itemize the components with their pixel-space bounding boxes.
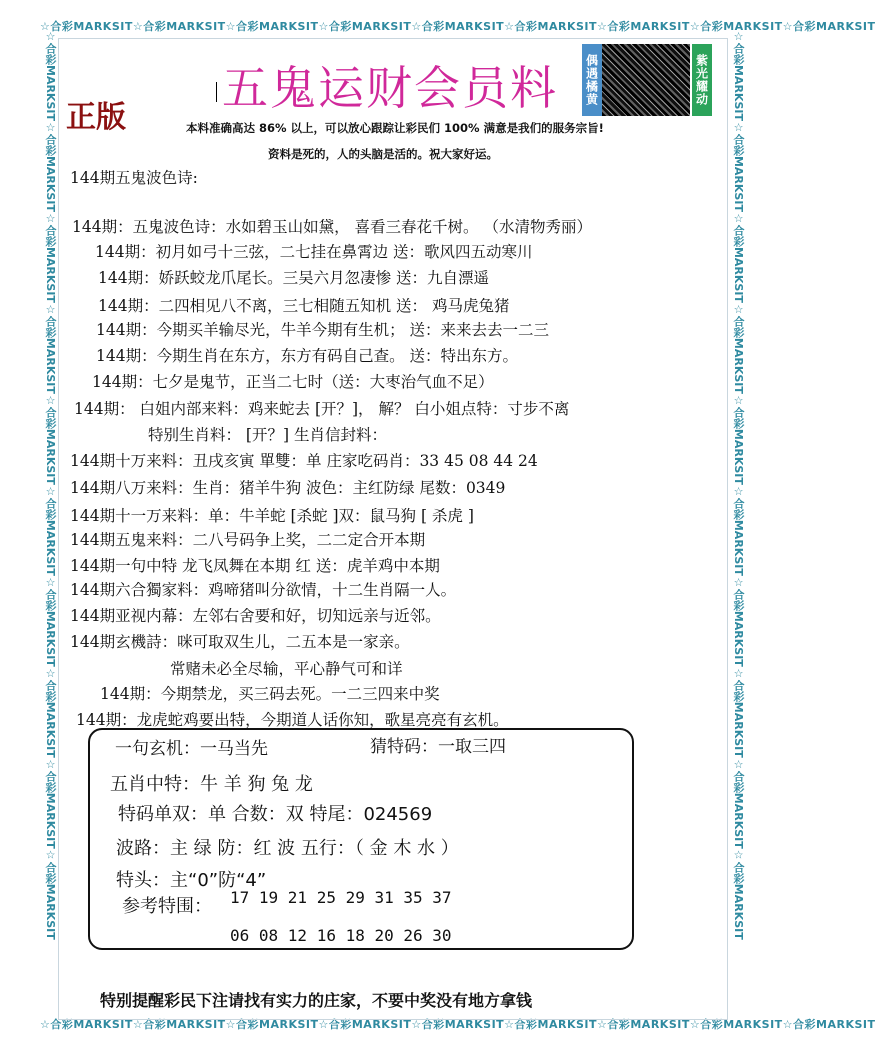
page-title: 五鬼运财会员料	[222, 61, 558, 115]
text-line-18: 144期玄機詩：咪可取双生儿，二五本是一家亲。	[70, 633, 410, 651]
watermark-border-bottom: ☆合彩MARKSIT☆合彩MARKSIT☆合彩MARKSIT☆合彩MARKSIT☆合彩MARKSIT☆合彩MARKSIT☆合彩MARKSIT☆合彩MARKSIT☆合彩MARKSIT	[40, 1018, 876, 1031]
text-line-01: 144期五鬼波色诗:	[70, 169, 198, 187]
text-line-07: 144期：今期生肖在东方，东方有码自己查。 送：特出东方。	[96, 347, 519, 365]
box-yiju: 一句玄机：一马当先	[115, 739, 268, 759]
box-wuxiao: 五肖中特：牛 羊 狗 兔 龙	[110, 774, 313, 795]
watermark-border-top: ☆合彩MARKSIT☆合彩MARKSIT☆合彩MARKSIT☆合彩MARKSIT☆合彩MARKSIT☆合彩MARKSIT☆合彩MARKSIT☆合彩MARKSIT☆合彩MARKSIT	[40, 20, 876, 33]
text-line-15: 144期一句中特 龙飞凤舞在本期 红 送：虎羊鸡中本期	[70, 557, 440, 575]
text-line-14: 144期五鬼来料：二八号码争上奖，二二定合开本期	[70, 531, 426, 549]
watermark-border-right: ☆合彩MARKSIT☆合彩MARKSIT☆合彩MARKSIT☆合彩MARKSIT☆合彩MARKSIT☆合彩MARKSIT☆合彩MARKSIT☆合彩MARKSIT☆合彩MARKSIT☆合彩MARKSIT	[732, 30, 745, 940]
box-danshuang: 特码单双：单 合数：双 特尾：024569	[118, 804, 433, 825]
genuine-label: 正版	[66, 100, 126, 135]
text-line-06: 144期：今期买羊输尽光，牛羊今期有生机； 送：来来去去一二三	[96, 321, 550, 339]
tagline-luck: 资料是死的，人的头脑是活的。祝大家好运。	[268, 147, 498, 161]
tagline-accuracy: 本料准确高达 86% 以上，可以放心跟踪让彩民们 100% 满意是我们的服务宗旨!	[186, 121, 604, 135]
qr-code-icon	[602, 44, 690, 116]
text-line-12: 144期八万来料：生肖：猪羊牛狗 波色：主红防绿 尾数：0349	[70, 479, 506, 497]
text-line-19: 常赌未必全尽输，平心静气可和详	[170, 660, 403, 678]
text-line-11: 144期十万来料：丑戌亥寅 單雙：单 庄家吃码肖：33 45 08 44 24	[70, 452, 538, 470]
watermark-border-left: ☆合彩MARKSIT☆合彩MARKSIT☆合彩MARKSIT☆合彩MARKSIT☆合彩MARKSIT☆合彩MARKSIT☆合彩MARKSIT☆合彩MARKSIT☆合彩MARKSIT☆合彩MARKSIT	[44, 30, 57, 940]
text-line-08: 144期：七夕是鬼节，正当二七时（送：大枣治气血不足）	[92, 373, 494, 391]
text-line-03: 144期：初月如弓十三弦，二七挂在鼻霄边 送：歌风四五动寒川	[95, 243, 533, 261]
box-tetou: 特头：主“0”防“4”	[116, 870, 267, 891]
text-line-21: 144期：龙虎蛇鸡要出特，今期道人话你知，歌星亮亮有玄机。	[76, 711, 509, 729]
text-line-17: 144期亚视内幕：左邻右舍要和好，切知远亲与近邻。	[70, 607, 441, 625]
text-line-04: 144期：娇跃蛟龙爪尾长。三吴六月忽凄惨 送：九自漂遥	[98, 269, 490, 287]
box-cankao-row2: 06 08 12 16 18 20 26 30	[230, 926, 452, 945]
text-line-20: 144期：今期禁龙，买三码去死。一二三四来中奖	[100, 685, 440, 703]
text-line-05: 144期：二四相见八不离，三七相随五知机 送： 鸡马虎兔猪	[98, 297, 510, 315]
box-bolu: 波路：主 绿 防：红 波 五行：（ 金 木 水 ）	[116, 838, 459, 859]
box-cankao-row1: 17 19 21 25 29 31 35 37	[230, 888, 452, 907]
text-cursor	[216, 82, 217, 102]
text-line-02: 144期：五鬼波色诗：水如碧玉山如黛， 喜看三春花千树。 （水清物秀丽）	[72, 218, 592, 236]
box-caite: 猜特码：一取三四	[370, 737, 506, 757]
box-cankao-label: 参考特围：	[122, 896, 212, 917]
badge-right: 紫光耀动	[692, 44, 712, 116]
text-line-16: 144期六合獨家料：鸡啼猪叫分欲情，十二生肖隔一人。	[70, 581, 457, 599]
text-line-13: 144期十一万来料：单：牛羊蛇 [杀蛇 ]双：鼠马狗 [ 杀虎 ]	[70, 507, 474, 525]
footer-reminder: 特别提醒彩民下注请找有实力的庄家，不要中奖没有地方拿钱	[100, 991, 533, 1010]
text-line-09: 144期： 白姐内部来料：鸡来蛇去 [开？]， 解？ 白小姐点特：寸步不离	[74, 400, 570, 418]
text-line-10: 特别生肖料： [开？] 生肖信封料：	[148, 426, 387, 444]
badge-left: 偶遇橘黄	[582, 44, 602, 116]
